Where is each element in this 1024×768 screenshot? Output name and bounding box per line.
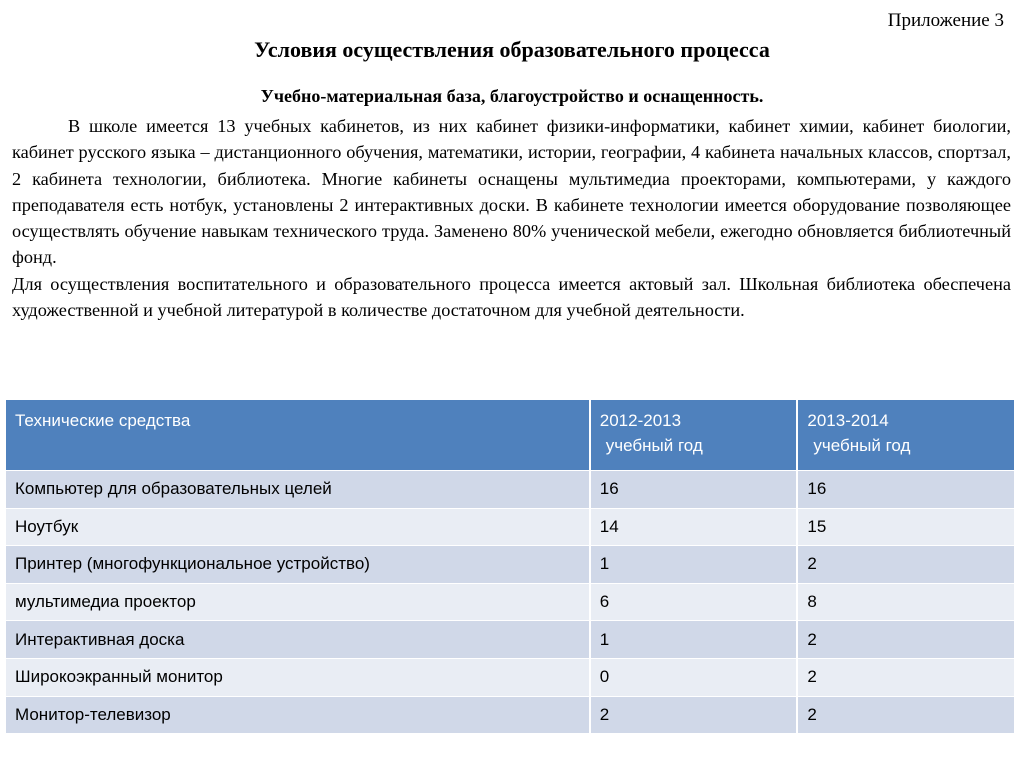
cell-equipment-name: Принтер (многофункциональное устройство) — [5, 546, 590, 584]
cell-count-2013-2014: 2 — [797, 658, 1015, 696]
cell-count-2013-2014: 8 — [797, 583, 1015, 621]
section-subtitle: Учебно-материальная база, благоустройство и оснащенность. — [260, 86, 764, 106]
page-title: Условия осуществления образовательного процесса — [254, 37, 770, 62]
header-year-2012-2013-range: 2012-2013 — [599, 411, 682, 430]
table-row — [5, 583, 1015, 621]
header-year-2013-2014-range: 2013-2014 — [807, 411, 889, 430]
cell-count-2012-2013: 2 — [590, 696, 798, 734]
cell-count-2012-2013: 1 — [590, 621, 798, 659]
table-row — [5, 508, 1015, 546]
header-year-2013-2014 — [797, 400, 1015, 471]
cell-count-2013-2014: 2 — [797, 621, 1015, 659]
header-year-2012-2013-suffix: учебный год — [605, 436, 703, 455]
equipment-table — [4, 399, 1016, 734]
paragraph-facilities: В школе имеется 13 учебных кабинетов, из них кабинет физики-информатики, кабинет химии, кабинет биологии, кабинет русского языка – дистанционного обучения, математики, истории, географии, 4 кабинета начальных классов, спортзал, 2 кабинета технологии, библиотека. Многие кабинеты оснащены мультимедиа проекторами, компьютерами, у каждого преподавателя есть нотбук, установлены 2 интерактивных доски. В кабинете технологии имеется оборудование позволяющее осуществлять обучение навыкам технического труда. Заменено 80% ученической мебели, ежегодно обновляется библиотечный фонд. — [12, 116, 1011, 268]
table-header-row — [5, 400, 1015, 471]
cell-equipment-name: Интерактивная доска — [5, 621, 590, 659]
body-text — [12, 113, 1011, 323]
cell-count-2013-2014: 15 — [797, 508, 1015, 546]
cell-count-2012-2013: 1 — [590, 546, 798, 584]
table-row — [5, 696, 1015, 734]
table-row — [5, 546, 1015, 584]
cell-count-2013-2014: 2 — [797, 546, 1015, 584]
cell-equipment-name: мультимедиа проектор — [5, 583, 590, 621]
cell-count-2012-2013: 6 — [590, 583, 798, 621]
appendix-label: Приложение 3 — [887, 10, 1004, 31]
cell-equipment-name: Ноутбук — [5, 508, 590, 546]
header-year-2013-2014-suffix: учебный год — [813, 436, 911, 455]
table-row — [5, 621, 1015, 659]
cell-count-2012-2013: 16 — [590, 471, 798, 509]
cell-count-2012-2013: 0 — [590, 658, 798, 696]
cell-equipment-name: Монитор-телевизор — [5, 696, 590, 734]
header-technical-means — [5, 400, 590, 471]
cell-equipment-name: Компьютер для образовательных целей — [5, 471, 590, 509]
header-year-2012-2013 — [590, 400, 798, 471]
paragraph-library: Для осуществления воспитательного и образовательного процесса имеется актовый зал. Школьная библиотека обеспечена художественной и учебной литературой в количестве достаточном для учебной деятельности. — [12, 273, 1011, 321]
header-technical-means-label: Технические средства — [15, 411, 191, 430]
table-row — [5, 471, 1015, 509]
cell-count-2012-2013: 14 — [590, 508, 798, 546]
cell-count-2013-2014: 2 — [797, 696, 1015, 734]
cell-count-2013-2014: 16 — [797, 471, 1015, 509]
table-row — [5, 658, 1015, 696]
cell-equipment-name: Широкоэкранный монитор — [5, 658, 590, 696]
